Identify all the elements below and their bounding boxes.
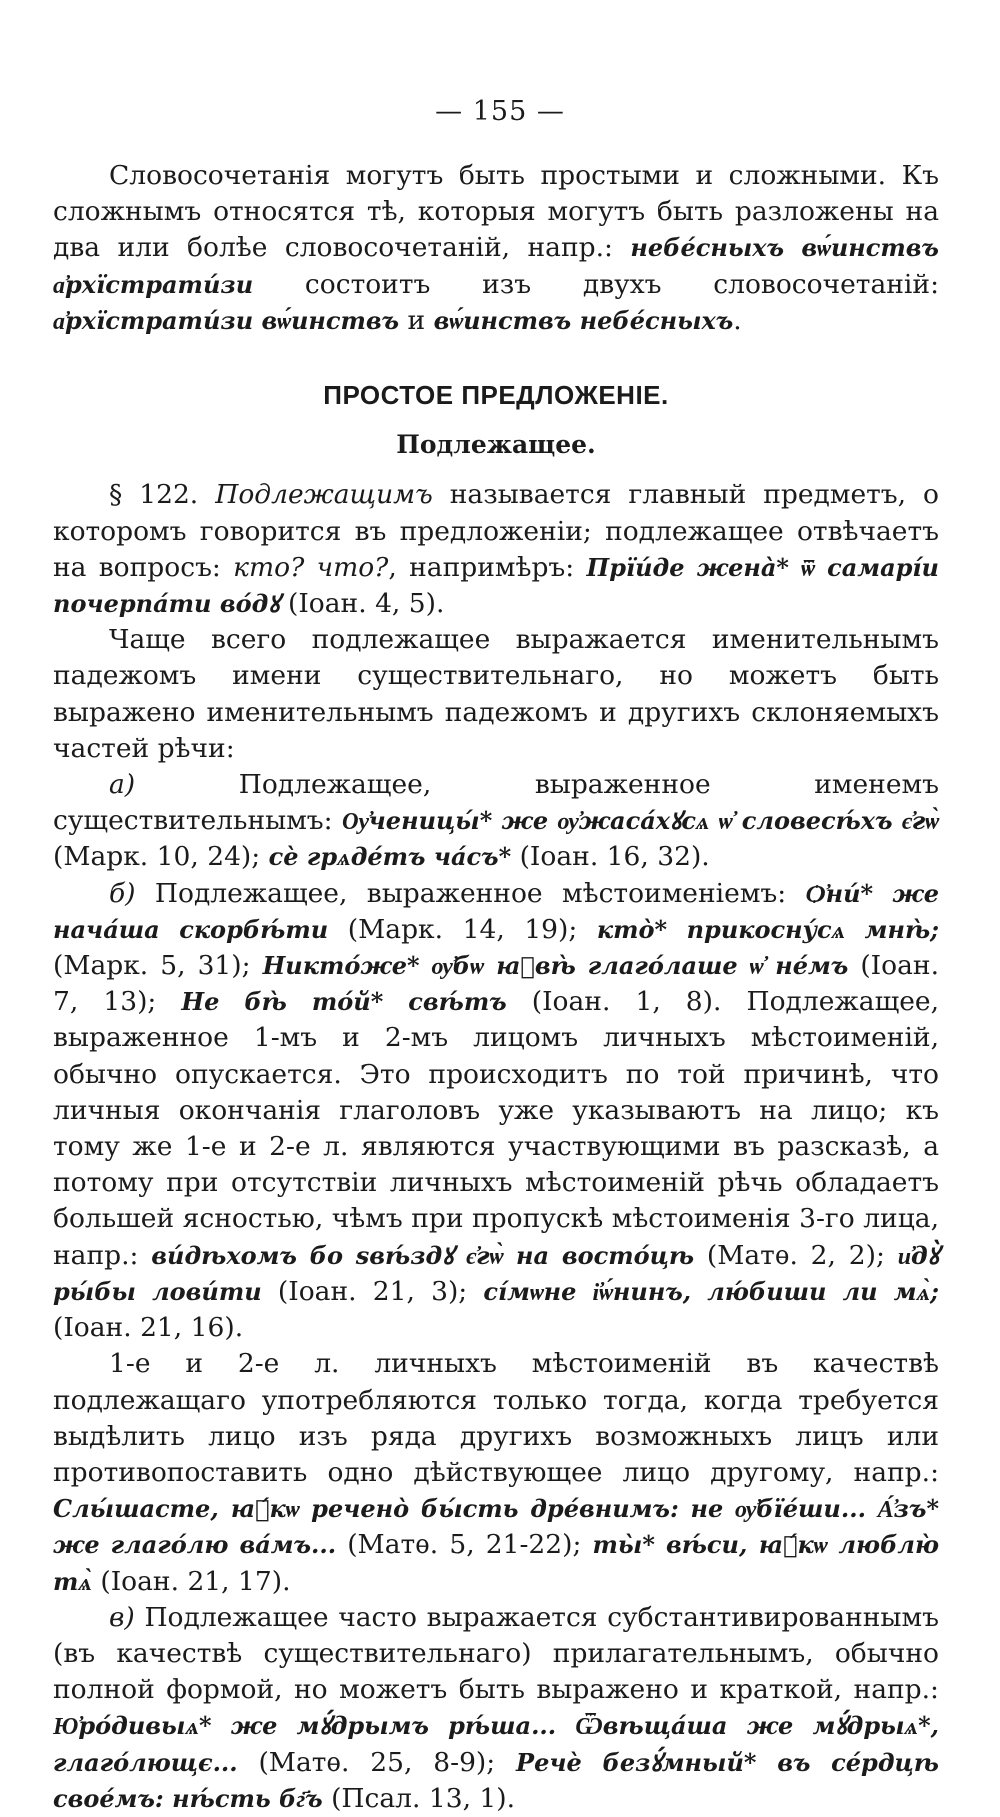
text: (Матѳ. 2, 2); — [694, 1239, 898, 1271]
text: (Іоан. 7, 13); — [53, 950, 939, 1018]
paragraph-nominative — [53, 622, 939, 767]
list-marker: а) — [109, 769, 136, 801]
text: (Іоан. 21, 17). — [91, 1565, 291, 1597]
paragraph-122 — [53, 477, 939, 622]
text: Чаще всего подлежащее выражается именительнымъ падежомъ имени существительнаго, но можетъ быть выражено именительнымъ падежомъ и другихъ склоняемыхъ частей рѣчи: — [53, 624, 939, 764]
church-slavonic-example: кто̀* прикосну́сѧ мнѣ̀; — [596, 914, 940, 944]
text: (Іоан. 21, 16). — [53, 1312, 244, 1344]
text: называется главный предметъ, о которомъ говорится въ предложеніи; подлежащее отвѣчаетъ на вопросъ: — [53, 479, 939, 583]
text: (Матѳ. 25, 8-9); — [237, 1746, 517, 1778]
church-slavonic-example: Прїи́де жена̀* ѿ самарі́и почерпа́ти во́дꙋ — [53, 552, 939, 619]
church-slavonic-example: Ѹ҆ченицы́* же ѹ҆жаса́хꙋсѧ ѡ҆ словесѣ́хъ є҆гѡ̀ — [341, 806, 939, 836]
text: (Марк. 5, 31); — [53, 950, 263, 982]
text: Словосочетанія могутъ быть простыми и сложными. Къ сложнымъ относятся тѣ, которыя могутъ быть разложены на два или болѣе словосочетаній, напр.: — [53, 160, 939, 264]
text: 1-е и 2-е л. личныхъ мѣстоименій въ качествѣ подлежащаго употребляются только тогда, когда требуется выдѣлить лицо изъ ряда другихъ возможныхъ лицъ или противопоставить одно дѣйствующее лицо другому, напр.: — [53, 1348, 939, 1488]
subsection-heading: Подлежащее. — [396, 430, 596, 460]
church-slavonic-example: вѡ́инствъ небе́сныхъ — [433, 305, 734, 335]
text: состоитъ изъ двухъ словосочетаній: — [253, 268, 939, 300]
italic-term: Подлежащимъ — [215, 479, 433, 511]
paragraph-c — [53, 1600, 939, 1817]
text: Подлежащее, выраженное мѣстоименіемъ: — [135, 877, 806, 909]
church-slavonic-example: Ю҆ро́дивыѧ* же мꙋ́дрымъ рѣ́ша... Ѿвѣща́ша же мꙋ́дрыѧ*, глаго́лющє... — [53, 1711, 939, 1777]
text: . — [733, 304, 742, 336]
paragraph-a — [53, 767, 939, 876]
text: (Іоан. 16, 32). — [511, 841, 710, 873]
page-body — [53, 158, 939, 1817]
text: , напримѣръ: — [388, 551, 587, 583]
church-slavonic-example: сѐ грѧде́тъ ча́съ* — [268, 842, 512, 872]
church-slavonic-example: Слы́шасте, ꙗ҆́кѡ речено̀ бы́сть дре́внимъ: не ѹ҆бїе́ши... А҆́зъ* же глаго́лю ва́мъ... — [53, 1494, 939, 1560]
church-slavonic-example: а҆рхїстрати́зи вѡ́инствъ — [53, 305, 400, 335]
text: Подлежащее часто выражается субстантивированнымъ (въ качествѣ существительнаго) прилагательнымъ, обычно полной формой, но можетъ быть выражено и краткой, напр.: — [53, 1601, 939, 1706]
text: Подлежащее, выраженное именемъ существительнымъ: — [53, 769, 939, 837]
church-slavonic-example: и҆дꙋ̀ ры́бы лови́ти — [53, 1240, 939, 1306]
church-slavonic-example: небе́сныхъ вѡ́инствъ а҆рхїстрати́зи — [53, 233, 940, 299]
church-slavonic-example: Речѐ безꙋ́мный* въ се́рдцѣ свое́мъ: нѣ́сть бг҃ъ — [53, 1747, 939, 1813]
paragraph-personal-pronouns — [53, 1346, 939, 1599]
paragraph-b — [53, 876, 939, 1347]
text: (Іоан. 1, 8). Подлежащее, выраженное 1-мъ и 2-мъ лицомъ личныхъ мѣстоименій, обычно опускается. Это происходитъ по той причинѣ, что личныя окончанія глаголовъ уже указываютъ на лицо; къ тому же 1-е и 2-е л. являются участвующими въ разсказѣ, а потому при отсутствіи личныхъ мѣстоименій рѣчь обладаетъ большей ясностью, чѣмъ при пропускѣ мѣстоименія 3-го лица, напр.: — [53, 986, 939, 1271]
text: § 122. — [109, 479, 216, 511]
text: (Іоан. 21, 3); — [261, 1275, 484, 1307]
text: (Псал. 13, 1). — [322, 1782, 516, 1814]
church-slavonic-example: ты̀* вѣ́си, ꙗ҆́кѡ люблю̀ тѧ̀ — [53, 1530, 939, 1596]
text: (Матѳ. 5, 21-22); — [336, 1529, 593, 1561]
church-slavonic-example: Ѻ҆ни́* же нача́ша скорбѣ́ти — [53, 878, 939, 944]
church-slavonic-example: Не бѣ̀ то́й* свѣ́тъ — [181, 987, 507, 1017]
list-marker: в) — [109, 1601, 135, 1633]
list-marker: б) — [109, 877, 136, 909]
text: (Іоан. 4, 5). — [279, 588, 445, 620]
page-number: — 155 — — [435, 96, 565, 127]
church-slavonic-example: сі́мѡне і҆ѡ́нинъ, лю́биши ли мѧ̀; — [483, 1276, 939, 1306]
paragraph-word-combinations — [53, 158, 939, 339]
text: (Марк. 10, 24); — [53, 841, 269, 873]
church-slavonic-example: ви́дѣхомъ бо ѕвѣ́здꙋ є҆гѡ̀ на восто́цѣ — [151, 1240, 695, 1270]
italic-term: кто? что? — [233, 551, 389, 583]
section-heading: ПРОСТОЕ ПРЕДЛОЖЕНІЕ. — [323, 380, 669, 411]
church-slavonic-example: Никто́же* ѹ҆бѡ ꙗ҆вѣ̀ глаго́лаше ѡ҆ не́мъ — [262, 951, 849, 981]
text: и — [399, 304, 434, 336]
text: (Марк. 14, 19); — [328, 913, 597, 945]
